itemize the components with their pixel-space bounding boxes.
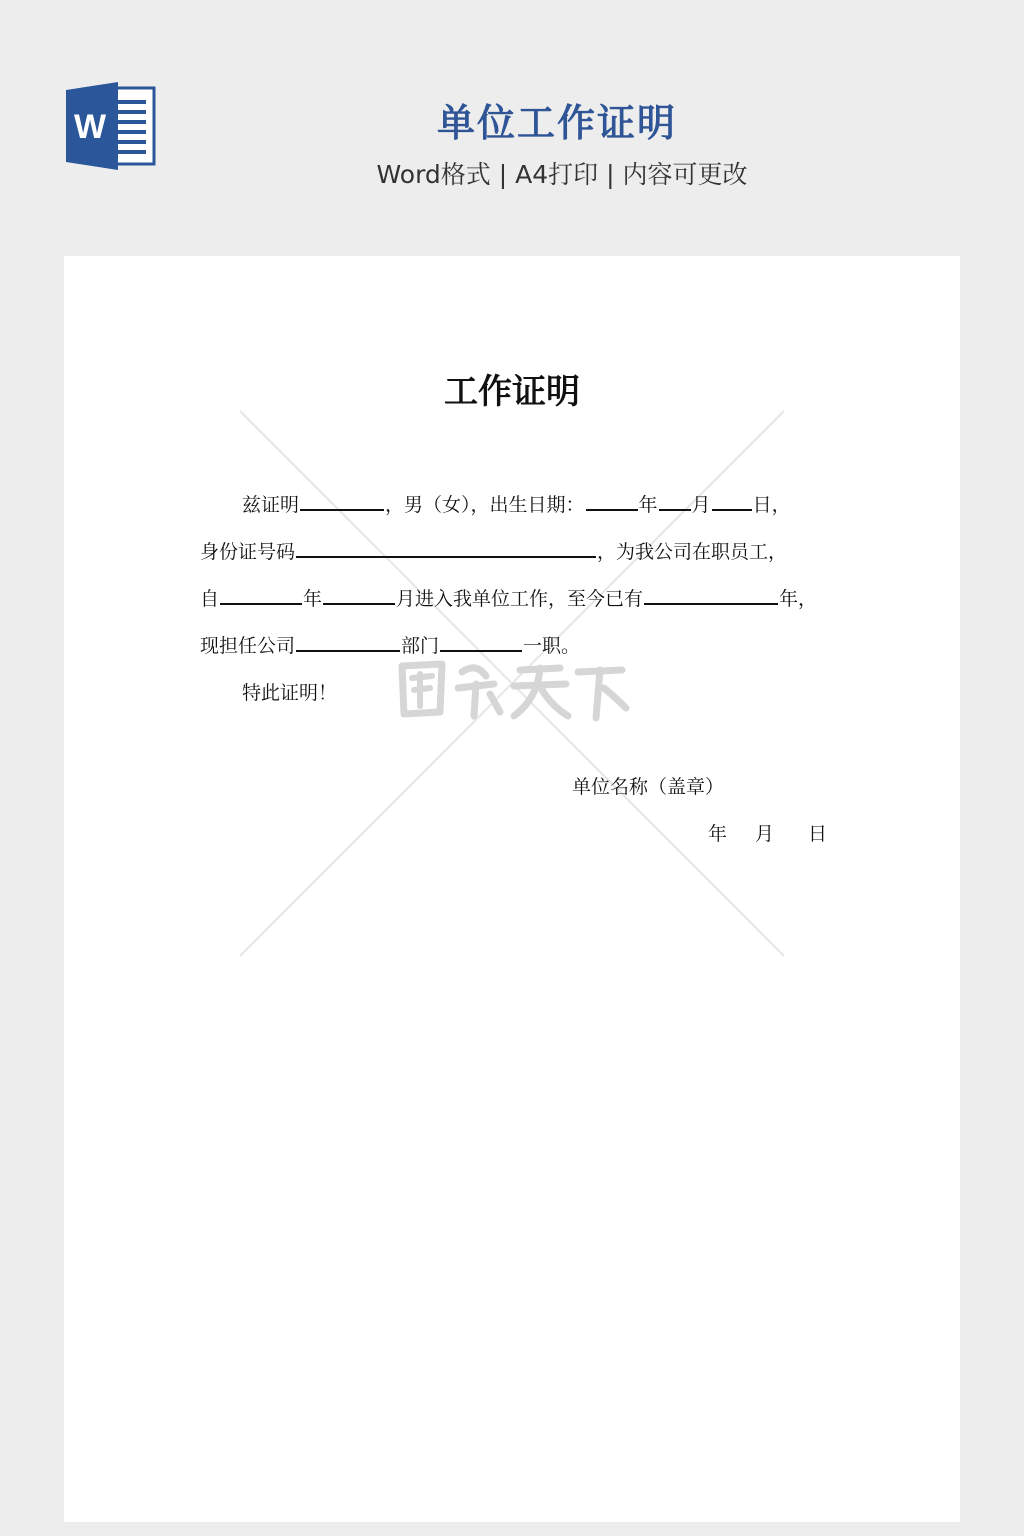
text-segment: 月 (691, 494, 711, 516)
svg-text:W: W (73, 108, 107, 146)
text-segment: ，男（女），出生日期： (385, 494, 585, 516)
closing-line: 特此证明！ (242, 682, 338, 704)
date-month-label: 月 (755, 823, 775, 845)
text-segment: 年 (638, 494, 658, 516)
start-month-blank (323, 585, 395, 605)
date-year-label: 年 (708, 823, 728, 845)
page-header (0, 0, 1024, 256)
birth-month-blank (659, 491, 691, 511)
years-worked-blank (644, 585, 778, 605)
paragraph-line-2 (200, 538, 787, 566)
text-segment: 身份证号码 (200, 541, 296, 563)
text-segment: 部门 (401, 635, 440, 657)
document-sheet (64, 256, 960, 1522)
text-segment: 年， (779, 588, 818, 610)
watermark-diagonal-lines (64, 256, 960, 1522)
date-day-label: 日 (808, 823, 828, 845)
signature-date (708, 820, 827, 848)
document-title: 工作证明 (444, 372, 580, 412)
name-blank (300, 491, 384, 511)
page-title: 单位工作证明 (436, 101, 677, 145)
position-blank (440, 632, 522, 652)
text-segment: 兹证明 (242, 494, 300, 516)
text-segment: 一职。 (523, 635, 581, 657)
paragraph-line-4 (200, 632, 580, 660)
department-blank (296, 632, 400, 652)
start-year-blank (220, 585, 302, 605)
text-segment: 现担任公司 (200, 635, 296, 657)
paragraph-line-3 (200, 585, 817, 613)
birth-year-blank (586, 491, 638, 511)
text-segment: 月进入我单位工作，至今已有 (396, 588, 644, 610)
text-segment: 日， (752, 494, 791, 516)
signature-unit: 单位名称（盖章） (572, 776, 725, 798)
id-number-blank (296, 538, 596, 558)
page-subtitle: Word格式 | A4打印 | 内容可更改 (376, 160, 748, 189)
birth-day-blank (712, 491, 752, 511)
text-segment: ，为我公司在职员工， (597, 541, 788, 563)
text-segment: 自 (200, 588, 220, 610)
text-segment: 年 (303, 588, 323, 610)
brand-calligraphy-stamp-icon (390, 654, 630, 724)
paragraph-line-1 (200, 491, 791, 519)
